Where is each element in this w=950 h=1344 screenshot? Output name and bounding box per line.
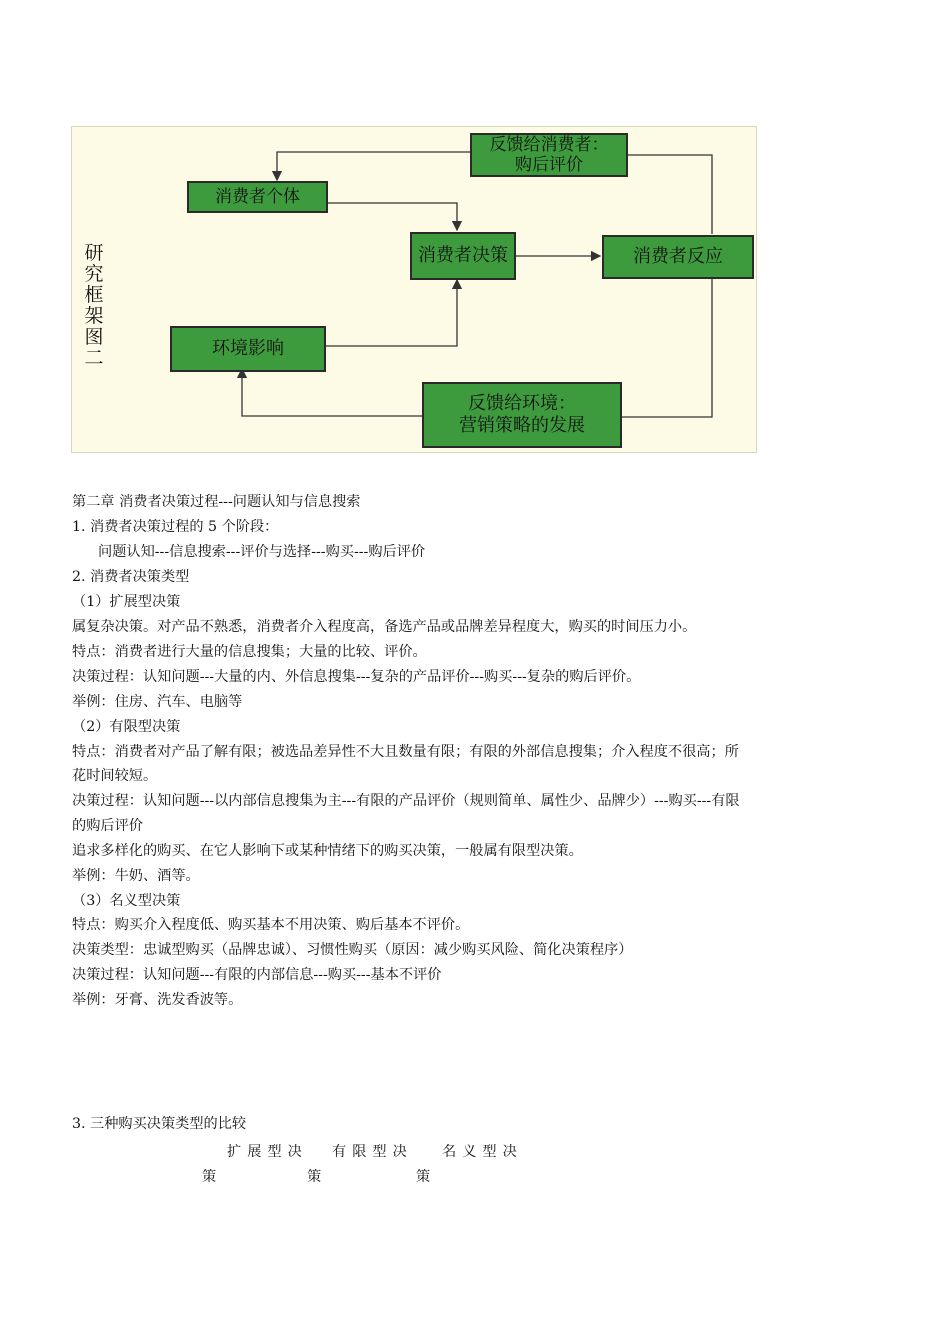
arrow-environment-to-decision [326,280,457,346]
vlabel-char: 图 [84,326,104,348]
line-response-to-feedback-env [622,279,712,417]
table-header-extensive-line1: 扩展型决 [227,1144,308,1160]
box-feedback-env-line1: 反馈给环境： [468,393,576,415]
line-response-to-feedback-consumer [628,155,712,234]
box-consumer-response [602,235,754,279]
arrow-feedback-to-individual [277,152,470,180]
type-2-process-line2: 的购后评价 [72,818,143,834]
type-2-process-line1: 决策过程：认知问题---以内部信息搜集为主---有限的产品评价（规则简单、属性少、品牌少）---购买---有限 [72,793,740,809]
table-header-extensive-line2: 策 [202,1169,217,1185]
box-environment-influence-label: 环境影响 [212,338,284,360]
type-1-example: 举例：住房、汽车、电脑等 [72,694,243,710]
type-2-feature-line2: 花时间较短。 [72,768,158,784]
vlabel-char: 二 [84,347,104,369]
research-framework-diagram [71,126,757,453]
box-feedback-env-line2: 营销策略的发展 [459,415,585,436]
section-2-heading: 2. 消费者决策类型 [72,569,190,585]
type-3-types: 决策类型：忠诚型购买（品牌忠诚）、习惯性购买（原因：减少购买风险、简化决策程序） [72,942,633,958]
diagram-arrows [72,127,758,454]
type-3-process: 决策过程：认知问题---有限的内部信息---购买---基本不评价 [72,967,442,983]
type-3-feature: 特点：购买介入程度低、购买基本不用决策、购后基本不评价。 [72,917,470,933]
table-header-limited-line1: 有限型决 [332,1144,413,1160]
type-2-example: 举例：牛奶、酒等。 [72,868,200,884]
arrow-individual-to-decision [328,203,457,230]
box-feedback-consumer-line1: 反馈给消费者： [489,134,609,155]
type-3-example: 举例：牙膏、洗发香波等。 [72,992,243,1008]
box-consumer-decision-label: 消费者决策 [418,245,508,267]
section-3-heading: 3. 三种购买决策类型的比较 [72,1116,247,1132]
box-feedback-consumer-line2: 购后评价 [515,155,583,175]
box-environment-influence [170,326,326,372]
box-consumer-response-label: 消费者反应 [633,246,723,268]
box-consumer-individual [187,181,328,213]
box-feedback-environment [422,382,622,448]
type-2-heading: （2）有限型决策 [72,719,181,735]
table-header-nominal-line1: 名义型决 [442,1144,523,1160]
table-header-limited-line2: 策 [307,1169,322,1185]
vlabel-char: 研 [84,242,104,264]
vlabel-char: 框 [84,284,104,306]
table-header-nominal-line2: 策 [416,1169,431,1185]
type-2-feature-line1: 特点：消费者对产品了解有限；被选品差异性不大且数量有限；有限的外部信息搜集；介入程度不很高；所 [72,744,739,760]
vlabel-char: 究 [84,263,104,285]
type-3-heading: （3）名义型决策 [72,893,181,909]
diagram-vertical-label [82,243,106,369]
type-2-note: 追求多样化的购买、在它人影响下或某种情绪下的购买决策，一般属有限型决策。 [72,843,583,859]
type-1-feature: 特点：消费者进行大量的信息搜集；大量的比较、评价。 [72,644,427,660]
box-consumer-individual-label: 消费者个体 [215,186,300,207]
vlabel-char: 架 [84,305,104,327]
box-consumer-decision [410,232,516,280]
type-1-description: 属复杂决策。对产品不熟悉，消费者介入程度高，备选产品或品牌差异程度大，购买的时间压力小。 [72,619,697,635]
arrow-feedback-env-to-environment [242,369,422,416]
type-1-process: 决策过程：认知问题---大量的内、外信息搜集---复杂的产品评价---购买---复杂的购后评价。 [72,669,641,685]
type-1-heading: （1）扩展型决策 [72,594,181,610]
section-1-heading: 1. 消费者决策过程的 5 个阶段： [72,519,279,535]
box-feedback-consumer [470,133,628,177]
chapter-title: 第二章 消费者决策过程---问题认知与信息搜索 [72,494,361,510]
section-1-stages: 问题认知---信息搜索---评价与选择---购买---购后评价 [98,544,426,560]
